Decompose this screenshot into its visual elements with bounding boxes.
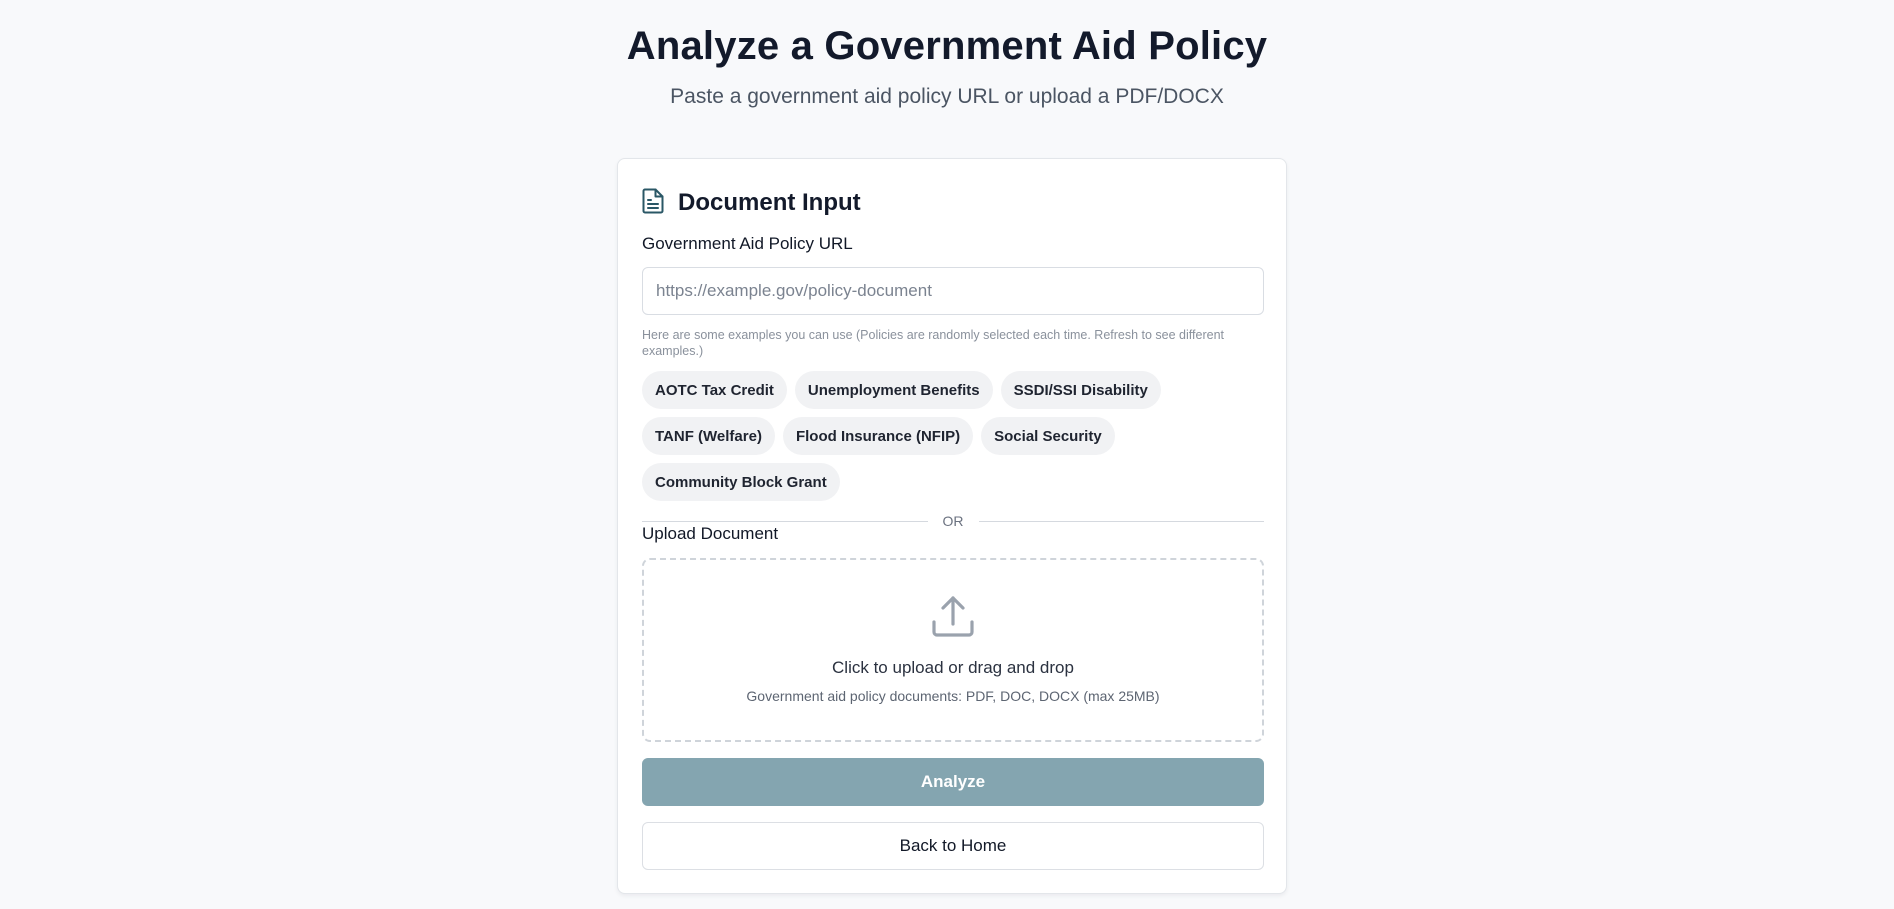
card-header <box>642 183 861 223</box>
example-chip-aotc[interactable]: AOTC Tax Credit <box>642 371 787 409</box>
example-chip-nfip[interactable]: Flood Insurance (NFIP) <box>783 417 973 455</box>
page-subtitle: Paste a government aid policy URL or upload a PDF/DOCX <box>670 85 1224 108</box>
divider-line-right <box>979 521 1265 522</box>
upload-title: Click to upload or drag and drop <box>832 658 1074 677</box>
upload-dropzone[interactable] <box>642 558 1264 742</box>
document-input-card <box>617 158 1287 894</box>
upload-subtitle: Government aid policy documents: PDF, DOC, DOCX (max 25MB) <box>746 688 1160 704</box>
example-chip-unemployment[interactable]: Unemployment Benefits <box>795 371 993 409</box>
divider-text: OR <box>942 513 964 529</box>
examples-hint: Here are some examples you can use (Policies are randomly selected each time. Refresh to see different examples.) <box>642 328 1225 358</box>
example-chips <box>642 371 1264 501</box>
card-title: Document Input <box>678 189 861 216</box>
page-header <box>0 0 1894 110</box>
example-chip-social-security[interactable]: Social Security <box>981 417 1115 455</box>
document-icon <box>642 188 664 219</box>
example-chip-ssdi-ssi[interactable]: SSDI/SSI Disability <box>1001 371 1161 409</box>
policy-url-input[interactable] <box>642 267 1264 315</box>
url-field-label: Government Aid Policy URL <box>642 234 853 253</box>
page-title: Analyze a Government Aid Policy <box>626 24 1268 68</box>
upload-field-label: Upload Document <box>642 524 779 543</box>
example-chip-community-block-grant[interactable]: Community Block Grant <box>642 463 840 501</box>
back-to-home-button[interactable]: Back to Home <box>642 822 1264 870</box>
analyze-button[interactable]: Analyze <box>642 758 1264 806</box>
example-chip-tanf[interactable]: TANF (Welfare) <box>642 417 775 455</box>
divider-line-left <box>642 521 928 522</box>
